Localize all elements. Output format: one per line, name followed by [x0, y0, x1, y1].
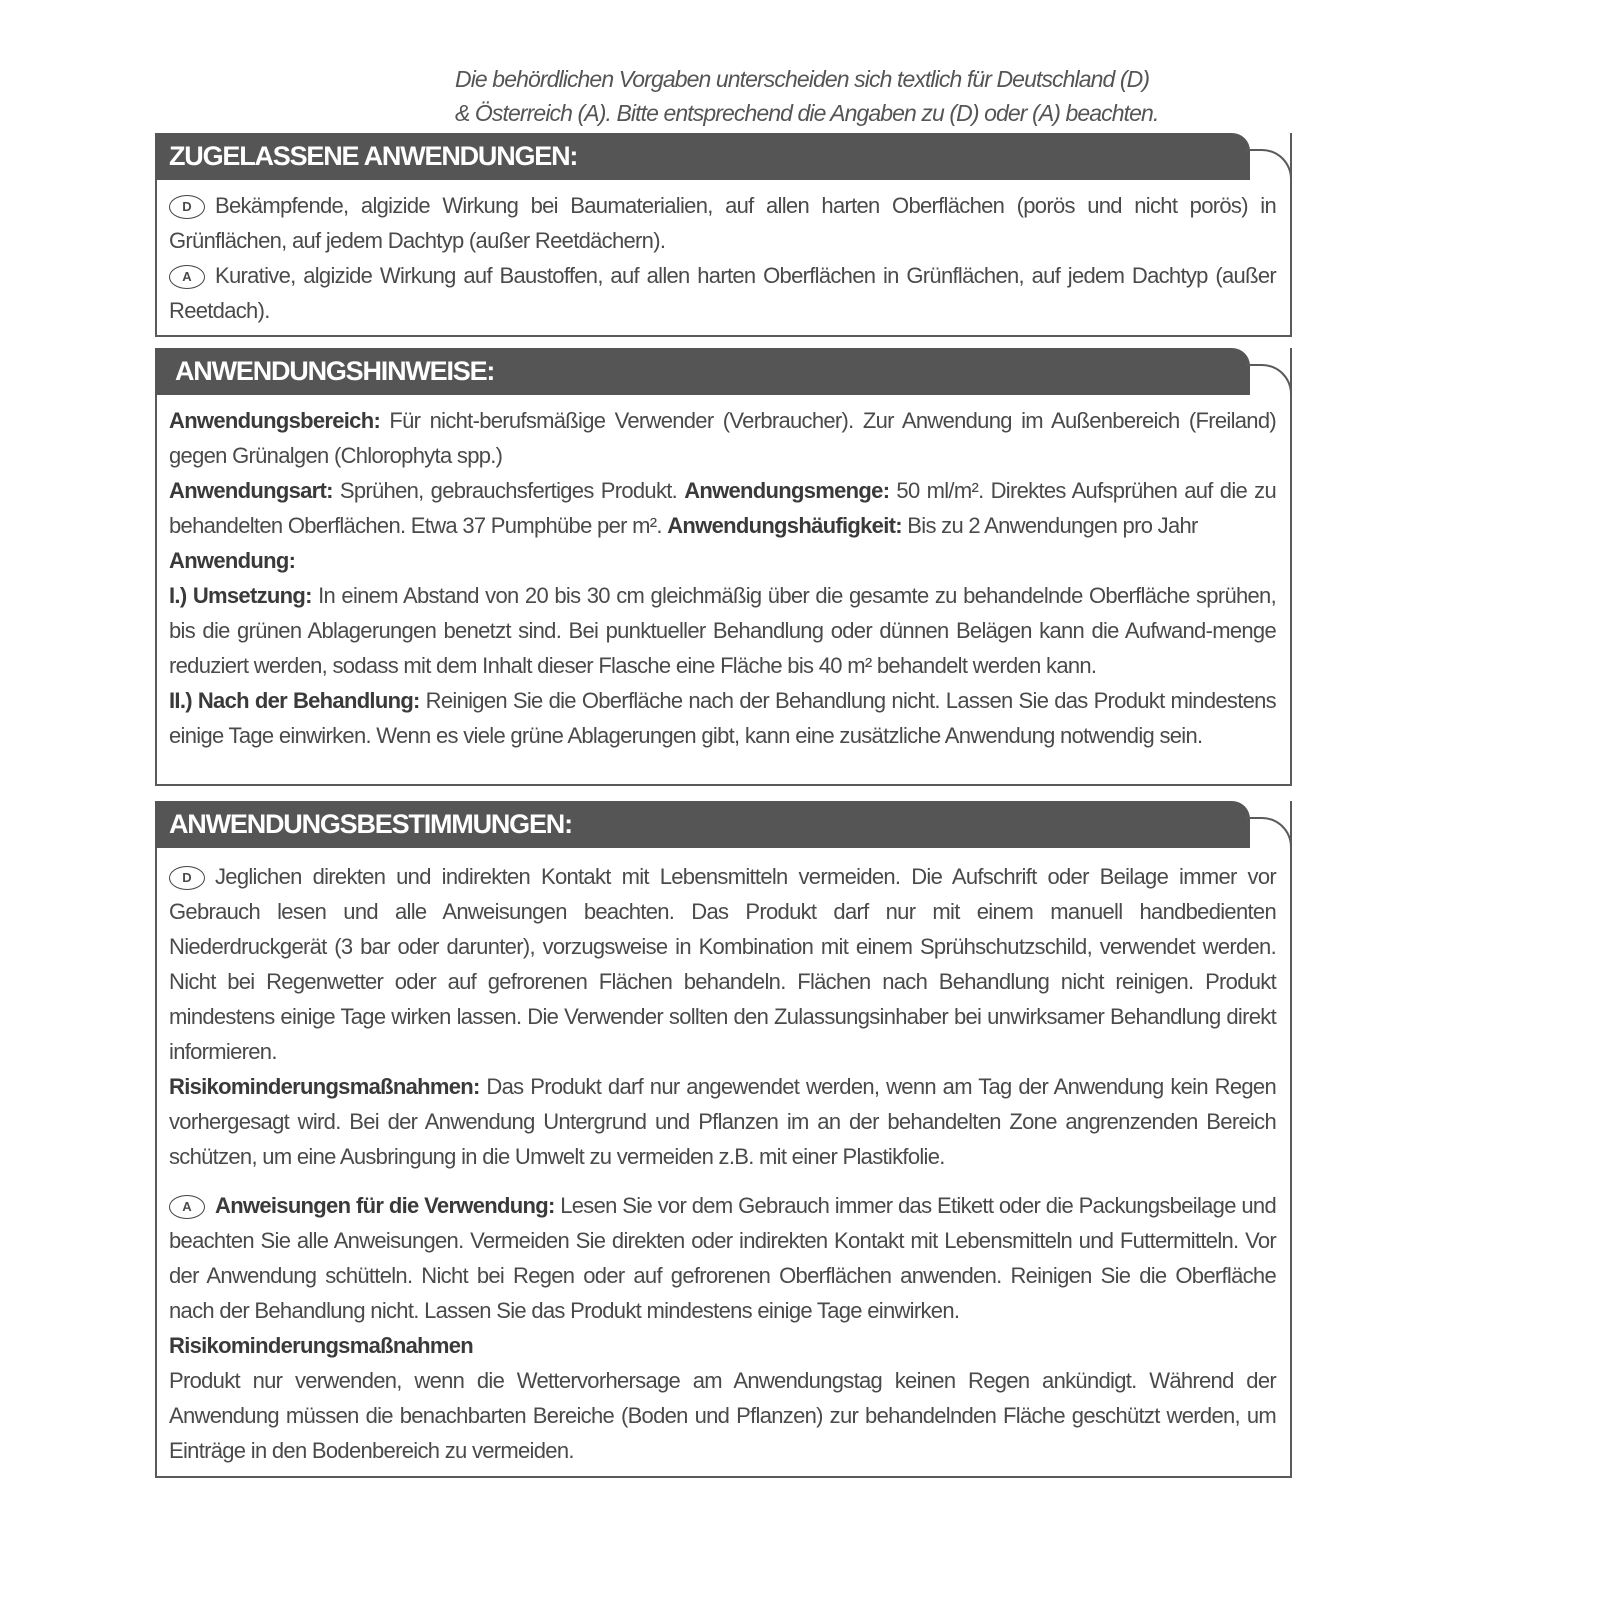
austria-badge-icon: A — [169, 265, 205, 289]
section-usage-regulations — [155, 801, 1292, 1478]
bold-label: II.) Nach der Behandlung: — [169, 688, 420, 713]
section-usage-notes — [155, 348, 1292, 786]
text: Das Produkt darf nur angewendet werden, wenn am Tag der Anwendung kein Regen vorhergesagt wird. Bei der Anwendung Untergrund und Pflanzen im an der behandelten Zone angrenzenden Bereich schützen, um eine Ausbringung in die Umwelt zu vermeiden z.B. mit einer Plastikfolie. — [169, 1074, 1276, 1169]
text: Für nicht-berufsmäßige Verwender (Verbraucher). Zur Anwendung im Außenbereich (Freiland) gegen Grünalgen (Chlorophyta spp.) — [169, 408, 1276, 468]
section-body — [169, 403, 1276, 753]
paragraph — [169, 1328, 1276, 1363]
germany-badge-icon: D — [169, 866, 205, 890]
spacer — [169, 1174, 1276, 1188]
bold-label: Anwendungshäufigkeit: — [667, 513, 902, 538]
paragraph — [169, 473, 1276, 543]
text: Produkt nur verwenden, wenn die Wettervorhersage am Anwendungstag keinen Regen ankündigt. Während der Anwendung müssen die benachbarten Bereiche (Boden und Pflanzen) zur behandelnden Fläche geschützt werden, um Einträge in den Bodenbereich zu vermeiden. — [169, 1368, 1276, 1463]
section-body — [169, 188, 1276, 328]
intro-line: & Österreich (A). Bitte entsprechend die Angaben zu (D) oder (A) beachten. — [455, 100, 1159, 126]
bold-label: Risikominderungsmaßnahmen: — [169, 1074, 480, 1099]
paragraph — [169, 1069, 1276, 1174]
paragraph — [169, 543, 1276, 578]
bold-label: Anwendung: — [169, 548, 296, 573]
paragraph — [169, 403, 1276, 473]
bold-label: Anweisungen für die Verwendung: — [215, 1193, 555, 1218]
header-curve — [1246, 817, 1292, 851]
bold-label: Anwendungsart: — [169, 478, 333, 503]
germany-badge-icon: D — [169, 195, 205, 219]
bold-label: I.) Umsetzung: — [169, 583, 312, 608]
intro-line: Die behördlichen Vorgaben unterscheiden sich textlich für Deutschland (D) — [455, 66, 1150, 92]
text: 50 ml/m². Direktes Aufsprühen auf die zu behandelten Oberflächen. Etwa 37 Pumphübe per m². — [169, 478, 1276, 538]
paragraph — [169, 683, 1276, 753]
section-approved-uses — [155, 133, 1292, 337]
text: Kurative, algizide Wirkung auf Baustoffen, auf allen harten Oberflächen in Grünflächen, auf jedem Dachtyp (außer Reetdach). — [169, 263, 1276, 323]
text: Jeglichen direkten und indirekten Kontakt mit Lebensmitteln vermeiden. Die Aufschrift oder Beilage immer vor Gebrauch lesen und alle Anweisungen beachten. Das Produkt darf nur mit einem manuell handbedienten Niederdruckgerät (3 bar oder darunter), vorzugsweise in Kombination mit einem Sprühschutzschild, verwendet werden. Nicht bei Regenwetter oder auf gefrorenen Flächen behandeln. Flächen nach Behandlung nicht reinigen. Produkt mindestens einige Tage wirken lassen. Die Verwender sollten den Zulassungsinhaber bei unwirksamer Behandlung direkt informieren. — [169, 864, 1276, 1064]
intro-note — [455, 62, 1215, 130]
paragraph — [169, 1363, 1276, 1468]
header-curve — [1246, 364, 1292, 398]
text: Lesen Sie vor dem Gebrauch immer das Etikett oder die Packungsbeilage und beachten Sie alle Anweisungen. Vermeiden Sie direkten oder indirekten Kontakt mit Lebensmitteln und Futtermitteln. Vor der Anwendung schütteln. Nicht bei Regen oder auf gefrorenen Oberflächen anwenden. Reinigen Sie die Oberfläche nach der Behandlung nicht. Lassen Sie das Produkt mindestens einige Tage einwirken. — [169, 1193, 1276, 1323]
bold-label: Anwendungsmenge: — [684, 478, 890, 503]
paragraph — [169, 859, 1276, 1069]
header-curve — [1246, 149, 1292, 183]
section-title: ANWENDUNGSBESTIMMUNGEN: — [155, 801, 1250, 848]
paragraph — [169, 578, 1276, 683]
bold-label: Risikominderungsmaßnahmen — [169, 1333, 474, 1358]
section-title: ZUGELASSENE ANWENDUNGEN: — [155, 133, 1250, 180]
paragraph — [169, 1188, 1276, 1328]
text: In einem Abstand von 20 bis 30 cm gleichmäßig über die gesamte zu behandelnde Oberfläche sprühen, bis die grünen Ablagerungen benetzt sind. Bei punktueller Behandlung oder dünnen Belägen kann die Aufwand-menge reduziert werden, sodass mit dem Inhalt dieser Flasche eine Fläche bis 40 m² behandelt werden kann. — [169, 583, 1276, 678]
austria-badge-icon: A — [169, 1195, 205, 1219]
text: Sprühen, gebrauchsfertiges Produkt. — [332, 478, 685, 503]
text: Bekämpfende, algizide Wirkung bei Baumaterialien, auf allen harten Oberflächen (porös und nicht porös) in Grünflächen, auf jedem Dachtyp (außer Reetdächern). — [169, 193, 1276, 253]
text: Reinigen Sie die Oberfläche nach der Behandlung nicht. Lassen Sie das Produkt mindestens einige Tage einwirken. Wenn es viele grüne Ablagerungen gibt, kann eine zusätzliche Anwendung notwendig sein. — [169, 688, 1276, 748]
paragraph — [169, 188, 1276, 258]
bold-label: Anwendungsbereich: — [169, 408, 381, 433]
paragraph — [169, 258, 1276, 328]
section-body — [169, 859, 1276, 1468]
text: Bis zu 2 Anwendungen pro Jahr — [901, 513, 1198, 538]
section-title: ANWENDUNGSHINWEISE: — [155, 348, 1250, 395]
